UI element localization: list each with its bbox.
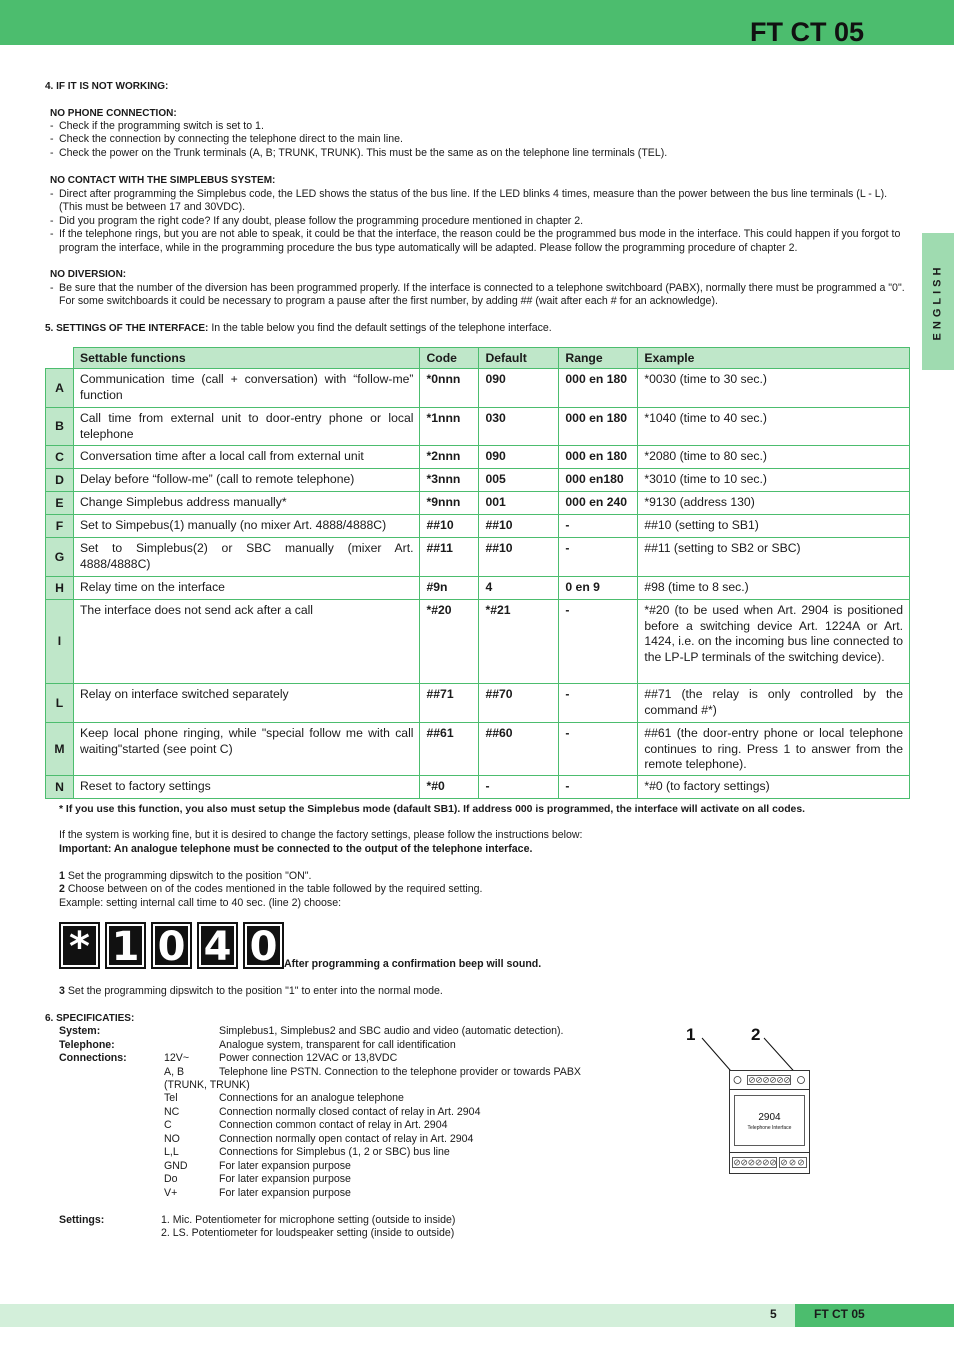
no-phone-list xyxy=(50,120,910,160)
cell-default: ##60 xyxy=(479,723,559,776)
table-row xyxy=(46,515,910,538)
cell-function: Set to Simpebus(1) manually (no mixer Art. 4888/4888C) xyxy=(73,515,420,538)
column-header: Example xyxy=(638,348,910,369)
cell-code: *3nnn xyxy=(420,469,479,492)
telephone-label: Telephone: xyxy=(59,1039,115,1051)
language-tab xyxy=(922,233,954,370)
device-model: 2904 xyxy=(758,1112,781,1123)
callout-2: 2 xyxy=(751,1025,761,1044)
connection-text: Power connection 12VAC or 13,8VDC xyxy=(219,1052,398,1064)
cell-function: Reset to factory settings xyxy=(73,776,420,799)
cell-code: *#0 xyxy=(420,776,479,799)
row-letter: L xyxy=(46,684,74,723)
table-row xyxy=(46,408,910,446)
row-letter: G xyxy=(46,538,74,577)
cell-range: 000 en 240 xyxy=(559,492,638,515)
step-text: Set the programming dipswitch to the position "ON". xyxy=(67,870,312,882)
beep-note: After programming a confirmation beep will sound. xyxy=(284,958,542,970)
digit-key: 0 xyxy=(243,922,284,969)
list-item: - If the telephone rings, but you are not able to speak, it could be that the interface, the reason could be the programmed bus mode in the interface. This could happen if you forgot to program the interface, while in the programming procedure the bus type automatically will be adapted. Please follow the programming procedure of chapter 2. xyxy=(50,228,910,255)
cell-range: - xyxy=(559,776,638,799)
section-5-intro: In the table below you find the default settings of the telephone interface. xyxy=(211,322,552,334)
settings-label: Settings: xyxy=(59,1214,105,1226)
cell-example: *#0 (to factory settings) xyxy=(638,776,910,799)
column-header: Code xyxy=(420,348,479,369)
page-number: 5 xyxy=(770,1307,777,1321)
cell-example: ##11 (setting to SB2 or SBC) xyxy=(638,538,910,577)
connection-text: Connection common contact of relay in Art. 2904 xyxy=(219,1119,448,1131)
cell-code: ##71 xyxy=(420,684,479,723)
table-row xyxy=(46,577,910,600)
row-letter: B xyxy=(46,408,74,446)
cell-default: - xyxy=(479,776,559,799)
cell-range: - xyxy=(559,600,638,684)
cell-default: 005 xyxy=(479,469,559,492)
step-text: Choose between on of the codes mentioned in the table followed by the required setting. xyxy=(67,883,483,895)
table-row xyxy=(46,469,910,492)
list-item: - Did you program the right code? If any doubt, please follow the programming procedure mentioned in chapter 2. xyxy=(50,215,910,228)
connection-text: Connections for an analogue telephone xyxy=(219,1092,404,1104)
cell-function: Delay before “follow-me” (call to remote telephone) xyxy=(73,469,420,492)
connection-code: 12V~ xyxy=(164,1052,190,1064)
example-text: Example: setting internal call time to 40 sec. (line 2) choose: xyxy=(59,897,342,909)
connection-code: L,L xyxy=(164,1146,179,1158)
row-letter: C xyxy=(46,446,74,469)
connection-code: Tel xyxy=(164,1092,178,1104)
cell-default: 001 xyxy=(479,492,559,515)
column-header: Default xyxy=(479,348,559,369)
table-row xyxy=(46,600,910,684)
cell-example: #98 (time to 8 sec.) xyxy=(638,577,910,600)
section-4-title: 4. IF IT IS NOT WORKING: xyxy=(45,81,169,92)
connection-text: Connections for Simplebus (1, 2 or SBC) bus line xyxy=(219,1146,450,1158)
cell-function: Call time from external unit to door-entry phone or local telephone xyxy=(73,408,420,446)
cell-default: *#21 xyxy=(479,600,559,684)
list-item: - Be sure that the number of the diversion has been programmed properly. If the interface is connected to a telephone switchboard (PABX), normally there must be programmed a "0". For some switchboards it could be necessary to program a pause after the first number, by adding ## (wait after each # for an acknowledge). xyxy=(50,282,910,309)
connections-label: Connections: xyxy=(59,1052,127,1064)
cell-range: 000 en180 xyxy=(559,469,638,492)
table-row xyxy=(46,492,910,515)
cell-example: *1040 (time to 40 sec.) xyxy=(638,408,910,446)
connection-code: Do xyxy=(164,1173,178,1185)
settings-table xyxy=(45,347,910,799)
no-contact-list xyxy=(50,188,910,255)
cell-default: ##10 xyxy=(479,538,559,577)
cell-range: 000 en 180 xyxy=(559,369,638,408)
cell-code: #9n xyxy=(420,577,479,600)
column-header: Range xyxy=(559,348,638,369)
cell-default: ##70 xyxy=(479,684,559,723)
table-row xyxy=(46,369,910,408)
cell-function: The interface does not send ack after a call xyxy=(73,600,420,684)
header-blank xyxy=(46,348,74,369)
language-label: ENGLISH xyxy=(931,263,944,340)
row-letter: F xyxy=(46,515,74,538)
cell-code: ##10 xyxy=(420,515,479,538)
row-letter: D xyxy=(46,469,74,492)
digit-key: 0 xyxy=(151,922,192,969)
table-footnote: * If you use this function, you also must setup the Simplebus mode (dafault SB1). If address 000 is programmed, the interface will activate on all codes. xyxy=(59,804,805,815)
connection-text: For later expansion purpose xyxy=(219,1160,351,1172)
digit-key: 4 xyxy=(197,922,238,969)
cell-default: ##10 xyxy=(479,515,559,538)
row-letter: I xyxy=(46,600,74,684)
cell-range: - xyxy=(559,515,638,538)
document-title: FT CT 05 xyxy=(750,17,865,47)
cell-range: 000 en 180 xyxy=(559,446,638,469)
table-row xyxy=(46,446,910,469)
row-letter: M xyxy=(46,723,74,776)
row-letter: A xyxy=(46,369,74,408)
system-value: Simplebus1, Simplebus2 and SBC audio and video (automatic detection). xyxy=(219,1025,564,1037)
no-diversion-list xyxy=(50,282,910,309)
cell-range: - xyxy=(559,684,638,723)
cell-example: ##71 (the relay is only controlled by the command #*) xyxy=(638,684,910,723)
connection-code: (TRUNK, TRUNK) xyxy=(164,1079,250,1091)
cell-function: Conversation time after a local call from external unit xyxy=(73,446,420,469)
connection-text: Connection normally open contact of relay in Art. 2904 xyxy=(219,1133,474,1145)
row-letter: E xyxy=(46,492,74,515)
settings-table-body xyxy=(46,369,910,799)
no-phone-heading: NO PHONE CONNECTION: xyxy=(50,108,177,119)
step-3 xyxy=(59,985,443,998)
cell-function: Communication time (call + conversation) with “follow-me” function xyxy=(73,369,420,408)
row-letter: N xyxy=(46,776,74,799)
callout-1: 1 xyxy=(686,1025,696,1044)
cell-code: *2nnn xyxy=(420,446,479,469)
connection-code: V+ xyxy=(164,1187,178,1199)
code-digits xyxy=(59,922,284,969)
table-row xyxy=(46,538,910,577)
column-header: Settable functions xyxy=(73,348,420,369)
cell-code: *1nnn xyxy=(420,408,479,446)
important-note: Important: An analogue telephone must be connected to the output of the telephone interface. xyxy=(59,843,533,855)
table-row xyxy=(46,776,910,799)
device-caption: Telephone Interface xyxy=(747,1125,792,1131)
digit-key: 1 xyxy=(105,922,146,969)
step-number: 1 xyxy=(59,870,65,882)
cell-default: 030 xyxy=(479,408,559,446)
settings-item: 1. Mic. Potentiometer for microphone setting (outside to inside) xyxy=(161,1214,456,1226)
step-number: 2 xyxy=(59,883,65,895)
cell-example: *#20 (to be used when Art. 2904 is positioned before a switching device Art. 1224A or Art. 1424, i.e. on the incoming bus line connected to the LP-LP terminals of the switching device). xyxy=(638,600,910,684)
cell-example: *2080 (time to 80 sec.) xyxy=(638,446,910,469)
table-header-row xyxy=(46,348,910,369)
connection-code: C xyxy=(164,1119,172,1131)
step-2 xyxy=(59,883,482,896)
list-item: - Check if the programming switch is set to 1. xyxy=(50,120,910,133)
cell-range: - xyxy=(559,538,638,577)
cell-code: ##61 xyxy=(420,723,479,776)
connection-text: Telephone line PSTN. Connection to the telephone provider or towards PABX xyxy=(219,1066,581,1078)
cell-default: 090 xyxy=(479,369,559,408)
cell-code: *9nnn xyxy=(420,492,479,515)
step-number: 3 xyxy=(59,985,65,997)
telephone-value: Analogue system, transparent for call identification xyxy=(219,1039,456,1051)
cell-function: Relay on interface switched separately xyxy=(73,684,420,723)
list-item: - Check the connection by connecting the telephone direct to the main line. xyxy=(50,133,910,146)
section-5-title: 5. SETTINGS OF THE INTERFACE: xyxy=(45,323,209,334)
cell-range: 0 en 9 xyxy=(559,577,638,600)
cell-function: Keep local phone ringing, while "special follow me with call waiting"started (see point C) xyxy=(73,723,420,776)
section-6-title: 6. SPECIFICATIES: xyxy=(45,1013,135,1024)
cell-default: 090 xyxy=(479,446,559,469)
cell-example: *0030 (time to 30 sec.) xyxy=(638,369,910,408)
cell-example: ##61 (the door-entry phone or local telephone continues to ring. Press 1 to answer from the remote telephone). xyxy=(638,723,910,776)
no-contact-heading: NO CONTACT WITH THE SIMPLEBUS SYSTEM: xyxy=(50,175,276,186)
change-note: If the system is working fine, but it is desired to change the factory settings, please follow the instructions below: xyxy=(59,829,583,841)
list-item: - Direct after programming the Simplebus code, the LED shows the status of the bus line. If the LED blinks 4 times, measure than the power between the bus line terminals (L - L). (This must be between 17 and 30VDC). xyxy=(50,188,910,215)
cell-range: 000 en 180 xyxy=(559,408,638,446)
connection-code: GND xyxy=(164,1160,188,1172)
no-diversion-heading: NO DIVERSION: xyxy=(50,269,127,280)
connection-code: NO xyxy=(164,1133,180,1145)
cell-example: *3010 (time to 10 sec.) xyxy=(638,469,910,492)
table-row xyxy=(46,723,910,776)
system-label: System: xyxy=(59,1025,101,1037)
cell-default: 4 xyxy=(479,577,559,600)
cell-example: *9130 (address 130) xyxy=(638,492,910,515)
connection-text: For later expansion purpose xyxy=(219,1173,351,1185)
connection-text: Connection normally closed contact of relay in Art. 2904 xyxy=(219,1106,481,1118)
step-text: Set the programming dipswitch to the position "1" to enter into the normal mode. xyxy=(67,985,443,997)
digit-key: * xyxy=(59,922,100,969)
section-5-header xyxy=(45,322,552,335)
footer-title: FT CT 05 xyxy=(814,1307,865,1321)
connection-text: For later expansion purpose xyxy=(219,1187,351,1199)
cell-code: ##11 xyxy=(420,538,479,577)
cell-function: Set to Simplebus(2) or SBC manually (mixer Art. 4888/4888C) xyxy=(73,538,420,577)
header-bar xyxy=(0,0,954,45)
cell-range: - xyxy=(559,723,638,776)
connection-code: NC xyxy=(164,1106,180,1118)
cell-function: Relay time on the interface xyxy=(73,577,420,600)
settings-item: 2. LS. Potentiometer for loudspeaker setting (inside to outside) xyxy=(161,1227,455,1239)
row-letter: H xyxy=(46,577,74,600)
cell-code: *0nnn xyxy=(420,369,479,408)
cell-function: Change Simplebus address manually* xyxy=(73,492,420,515)
cell-code: *#20 xyxy=(420,600,479,684)
device-diagram xyxy=(680,1020,820,1180)
step-1 xyxy=(59,870,312,883)
list-item: - Check the power on the Trunk terminals (A, B; TRUNK, TRUNK). This must be the same as on the telephone line terminals (TEL). xyxy=(50,147,910,160)
cell-example: ##10 (setting to SB1) xyxy=(638,515,910,538)
table-row xyxy=(46,684,910,723)
connection-code: A, B xyxy=(164,1066,185,1078)
